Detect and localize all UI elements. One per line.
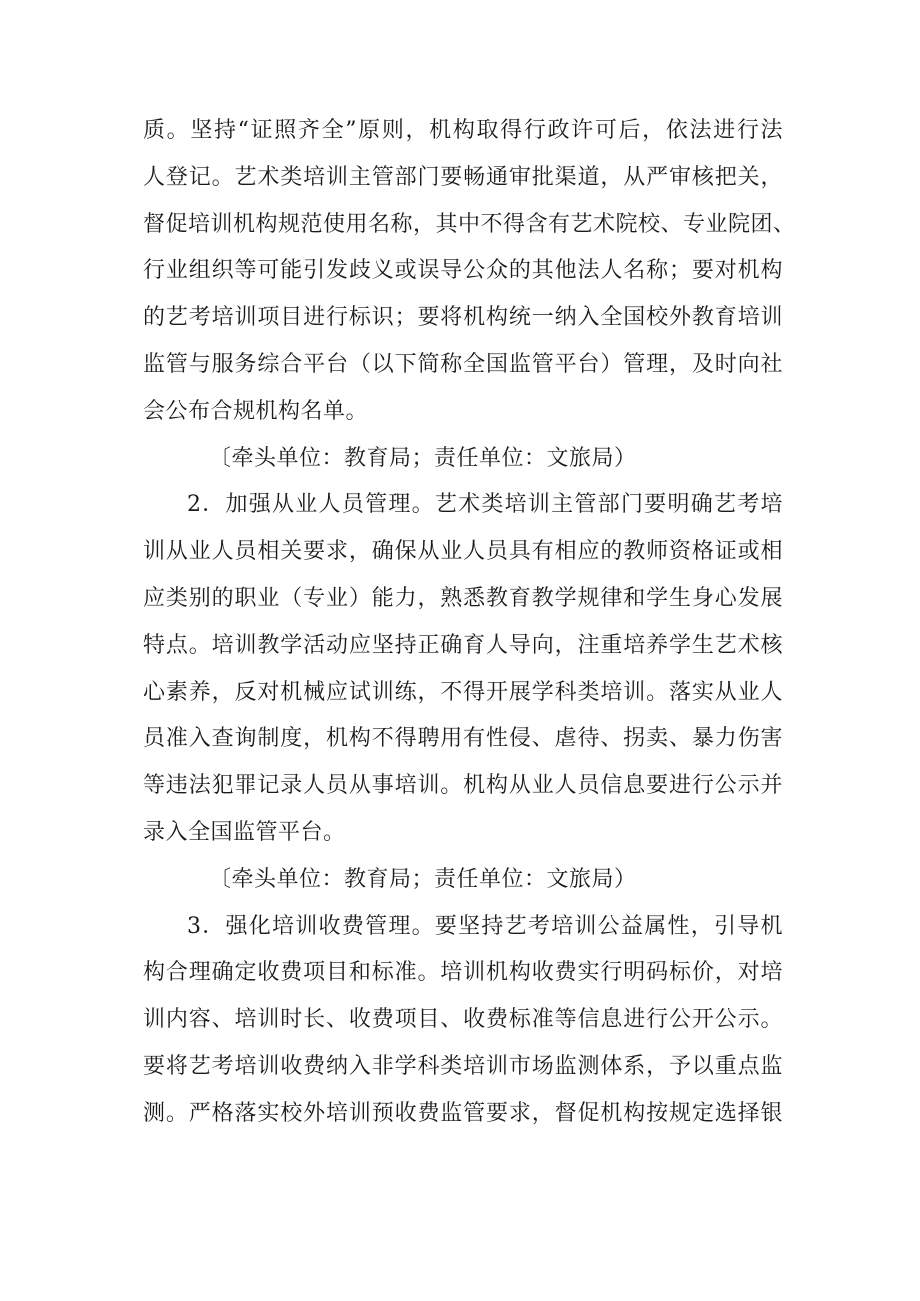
body-line: 特点。培训教学活动应坚持正确育人导向，注重培养学生艺术核: [143, 632, 783, 658]
item-heading-line: 2．加强从业人员管理。艺术类培训主管部门要明确艺考培: [187, 492, 783, 518]
body-line: 质。坚持“证照齐全”原则，机构取得行政许可后，依法进行法: [143, 118, 783, 143]
body-line: 会公布合规机构名单。: [143, 398, 369, 424]
body-line: 构合理确定收费项目和标准。培训机构收费实行明码标价，对培: [143, 960, 783, 986]
responsible-departments: 〔牵头单位：教育局；责任单位：文旅局）: [209, 866, 637, 892]
body-line: 录入全国监管平台。: [143, 819, 346, 845]
body-line: 行业组织等可能引发歧义或误导公众的其他法人名称；要对机构: [143, 258, 783, 284]
body-line: 要将艺考培训收费纳入非学科类培训市场监测体系，予以重点监: [143, 1053, 783, 1079]
body-line: 训内容、培训时长、收费项目、收费标准等信息进行公开公示。: [143, 1007, 783, 1033]
body-line: 训从业人员相关要求，确保从业人员具有相应的教师资格证或相: [143, 539, 783, 565]
body-line: 员准入查询制度，机构不得聘用有性侵、虐待、拐卖、暴力伤害: [143, 726, 783, 752]
body-line: 督促培训机构规范使用名称，其中不得含有艺术院校、专业院团、: [143, 211, 796, 237]
body-line: 监管与服务综合平台（以下简称全国监管平台）管理，及时向社: [143, 351, 783, 377]
body-line: 的艺考培训项目进行标识；要将机构统一纳入全国校外教育培训: [143, 305, 783, 331]
body-line: 心素养，反对机械应试训练，不得开展学科类培训。落实从业人: [143, 679, 783, 705]
body-line: 测。严格落实校外培训预收费监管要求，督促机构按规定选择银: [143, 1100, 783, 1126]
document-body: [143, 108, 796, 1138]
item-heading-line: 3．强化培训收费管理。要坚持艺考培训公益属性，引导机: [187, 913, 783, 939]
body-line: 人登记。艺术类培训主管部门要畅通审批渠道，从严审核把关，: [143, 164, 783, 190]
body-line: 等违法犯罪记录人员从事培训。机构从业人员信息要进行公示并: [143, 773, 783, 799]
responsible-departments: 〔牵头单位：教育局；责任单位：文旅局）: [209, 445, 637, 471]
body-line: 应类别的职业（专业）能力，熟悉教育教学规律和学生身心发展: [143, 585, 783, 611]
